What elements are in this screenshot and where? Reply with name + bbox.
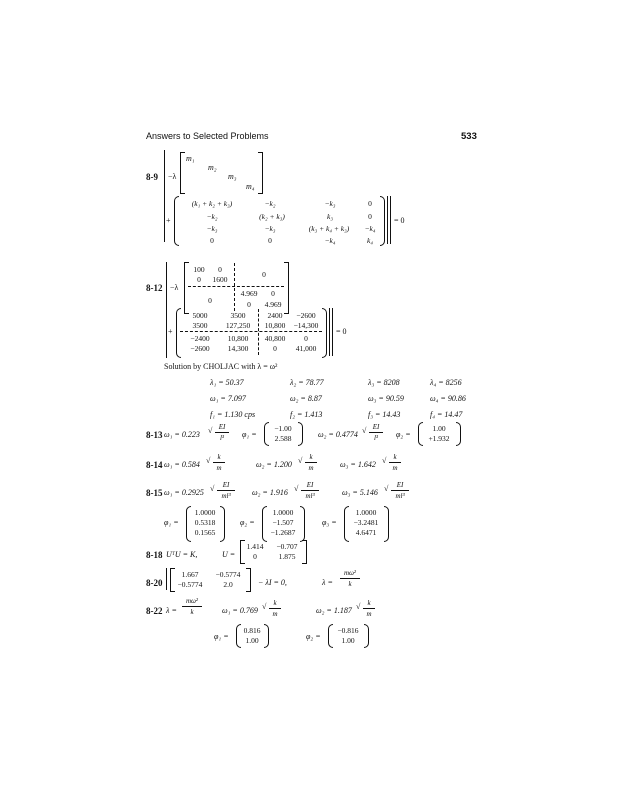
k-entry: (k₂ + k₃) [259, 212, 285, 221]
frequency-value: f₁ = 1.130 cps [210, 410, 256, 419]
equation-tail: − λI = 0, [258, 578, 287, 587]
eigenvalue: λ₄ = 8256 [430, 378, 462, 387]
sqrt-sign: √ [298, 456, 303, 465]
det-bar-right [390, 196, 391, 244]
vector-paren [456, 422, 461, 446]
m-entry: 4.969 [240, 289, 258, 298]
k-entry: −k₂ [264, 199, 276, 208]
problem-label: 8-20 [146, 578, 163, 588]
m-entry: 0 [208, 296, 212, 305]
sqrt-sign: √ [208, 426, 213, 435]
fraction [363, 599, 375, 618]
denominator: m [216, 464, 222, 472]
fraction [215, 423, 229, 442]
k-entry: −2600 [296, 311, 316, 320]
problem-label: 8-13 [146, 430, 163, 440]
vector-paren [300, 506, 305, 542]
fraction [182, 597, 202, 616]
phi-entry: −0.816 [337, 626, 359, 635]
u-label: U = [222, 550, 236, 559]
lambda-term: −λ [168, 172, 177, 181]
k-entry: 0 [273, 344, 277, 353]
omega-value: ω₁ = 7.097 [210, 394, 246, 403]
m-entry: 0 [218, 265, 222, 274]
denominator: l³ [373, 434, 379, 442]
equals-zero: = 0 [336, 327, 347, 336]
vector-paren [298, 422, 303, 446]
sqrt-sign: √ [210, 484, 215, 493]
vector-paren [384, 506, 389, 542]
phi-2-label: φ₂ = [240, 518, 255, 527]
m-entry: −0.5774 [215, 570, 241, 579]
k-entry: 14,300 [227, 344, 249, 353]
numerator: mω² [185, 597, 199, 605]
omega-value: ω₄ = 90.86 [430, 394, 466, 403]
phi-entry: 1.00 [245, 636, 259, 645]
denominator: ml³ [395, 492, 405, 500]
denominator: k [348, 580, 352, 588]
m-entry: 2.0 [223, 580, 233, 589]
phi-entry: 1.00 [341, 636, 355, 645]
u-entry: 1.875 [278, 552, 296, 561]
mass-bracket-left [180, 152, 185, 194]
frequency-value: f₂ = 1.413 [290, 410, 323, 419]
numerator: k [273, 599, 277, 607]
problem-label: 8-18 [146, 550, 163, 560]
m-entry: 0 [197, 275, 201, 284]
m-entry: 0 [271, 289, 275, 298]
sqrt-sign: √ [356, 602, 361, 611]
phi-entry: 4.6471 [355, 528, 377, 537]
numerator: k [309, 453, 313, 461]
problem-label: 8-22 [146, 606, 163, 616]
fraction [269, 599, 281, 618]
k-entry: (k₁ + k₂ + k₃) [191, 199, 233, 208]
sqrt-sign: √ [262, 602, 267, 611]
k-entry: 3500 [192, 321, 208, 330]
fraction [301, 481, 319, 500]
k-entry: −2600 [190, 344, 210, 353]
phi-1-label: φ₁ = [214, 632, 229, 641]
det-bar-right [387, 196, 388, 244]
phi-3-label: φ₃ = [322, 518, 337, 527]
mass-entry: m₃ [228, 172, 237, 181]
phi-entry: −1.507 [272, 518, 294, 527]
problem-label: 8-9 [146, 172, 158, 182]
m-entry: 100 [193, 265, 205, 274]
vector-paren [264, 624, 269, 648]
eigenvalue: λ₃ = 8208 [368, 378, 400, 387]
phi-entry: −1.2687 [270, 528, 296, 537]
equals-zero: = 0 [394, 216, 405, 225]
m-entry: −0.5774 [177, 580, 203, 589]
phi-entry: 1.00 [432, 424, 446, 433]
k-entry: 3500 [230, 311, 246, 320]
lambda-term: −λ [170, 283, 179, 292]
fraction [369, 423, 383, 442]
phi-entry: +1.932 [428, 434, 450, 443]
k-entry: 2400 [267, 311, 283, 320]
numerator: EI [372, 423, 380, 431]
omega-3: ω₃ = 1.642 [340, 460, 376, 469]
phi-1-label: φ₁ = [164, 518, 179, 527]
u-entry: −0.707 [276, 542, 298, 551]
det-bar-right [329, 308, 330, 356]
plus-sign: + [166, 216, 171, 225]
m-entry: 1600 [212, 275, 228, 284]
det-bar-left [166, 262, 167, 358]
fraction [391, 481, 409, 500]
numerator: k [217, 453, 221, 461]
det-bar-left [166, 568, 167, 590]
phi-entry: −3.2481 [353, 518, 379, 527]
stiffness-paren-right [322, 308, 327, 358]
phi-1-label: φ₁ = [242, 430, 257, 439]
omega-1: ω₁ = 0.2925 [164, 488, 204, 497]
numerator: EI [218, 423, 226, 431]
matrix-bracket [302, 540, 307, 564]
numerator: EI [306, 481, 314, 489]
k-entry: 127,250 [225, 321, 251, 330]
running-header: Answers to Selected Problems [146, 131, 269, 141]
denominator: ml³ [305, 492, 315, 500]
omega-1: ω₁ = 0.584 [164, 460, 200, 469]
k-entry: −k₃ [206, 224, 218, 233]
vector-paren [220, 506, 225, 542]
phi-entry: 0.1565 [194, 528, 216, 537]
problem-label: 8-14 [146, 460, 163, 470]
phi-2-label: φ₂ = [306, 632, 321, 641]
numerator: k [367, 599, 371, 607]
omega-2: ω₂ = 1.916 [252, 488, 288, 497]
det-bar-left [164, 150, 165, 242]
denominator: l³ [219, 434, 225, 442]
numerator: k [393, 453, 397, 461]
phi-entry: 0.5318 [194, 518, 216, 527]
sqrt-sign: √ [382, 456, 387, 465]
lambda-def: λ = [166, 606, 177, 615]
vector-paren [364, 624, 369, 648]
k-entry: 41,000 [295, 344, 317, 353]
omega-2: ω₂ = 0.4774 [318, 430, 358, 439]
u-entry: 1.414 [246, 542, 264, 551]
numerator: mω² [343, 569, 357, 577]
m-entry: 1.667 [181, 570, 199, 579]
k-entry: k₃ [327, 212, 333, 221]
denominator: m [272, 610, 278, 618]
fraction [305, 453, 317, 472]
eigenvalue: λ₁ = 50.37 [210, 378, 244, 387]
k-entry: −2400 [190, 334, 210, 343]
sqrt-sign: √ [294, 484, 299, 493]
omega-value: ω₂ = 8.87 [290, 394, 322, 403]
fraction [213, 453, 225, 472]
denominator: m [308, 464, 314, 472]
m-entry: 0 [262, 270, 266, 279]
omega-2: ω₂ = 1.187 [316, 606, 352, 615]
page-number: 533 [461, 131, 477, 142]
partition-line [188, 286, 284, 287]
mass-entry: m₄ [246, 182, 255, 191]
numerator: EI [222, 481, 230, 489]
phi-entry: 1.0000 [194, 508, 216, 517]
omega-2: ω₂ = 1.200 [256, 460, 292, 469]
stiffness-paren-right [380, 196, 385, 246]
mass-bracket-right [258, 152, 263, 194]
partition-line [180, 331, 322, 332]
sqrt-sign: √ [206, 456, 211, 465]
omega-1: ω₁ = 0.223 [164, 430, 200, 439]
eigenvalue: λ₂ = 78.77 [290, 378, 324, 387]
omega-value: ω₃ = 90.59 [368, 394, 404, 403]
denominator: k [190, 608, 194, 616]
equation: UᵀU = K, [166, 550, 198, 559]
k-entry: −k₄ [364, 224, 376, 233]
k-entry: k₄ [367, 236, 373, 245]
k-entry: −k₂ [206, 212, 218, 221]
fraction [389, 453, 401, 472]
mass-entry: m₁ [186, 154, 195, 163]
denominator: ml³ [221, 492, 231, 500]
sqrt-sign: √ [384, 484, 389, 493]
u-entry: 0 [253, 552, 257, 561]
det-bar-right [332, 308, 333, 356]
k-entry: −k₃ [324, 199, 336, 208]
phi-2-label: φ₂ = [396, 430, 411, 439]
phi-entry: 1.0000 [355, 508, 377, 517]
mass-entry: m₂ [208, 163, 217, 172]
phi-entry: 2.588 [274, 434, 292, 443]
k-entry: 10,800 [264, 321, 286, 330]
phi-entry: 0.816 [243, 626, 261, 635]
partition-line [258, 309, 259, 355]
k-entry: −k₃ [264, 224, 276, 233]
frequency-value: f₃ = 14.43 [368, 410, 401, 419]
k-entry: 0 [210, 236, 214, 245]
frequency-value: f₄ = 14.47 [430, 410, 463, 419]
k-entry: −14,300 [293, 321, 319, 330]
k-entry: 0 [304, 334, 308, 343]
omega-3: ω₃ = 5.146 [342, 488, 378, 497]
matrix-bracket [246, 568, 251, 592]
problem-label: 8-12 [146, 283, 163, 293]
omega-1: ω₁ = 0.769 [222, 606, 258, 615]
k-entry: 0 [368, 199, 372, 208]
k-entry: (k₃ + k₄ + k₃) [308, 224, 350, 233]
denominator: m [366, 610, 372, 618]
numerator: EI [396, 481, 404, 489]
solution-line: Solution by CHOLJAC with λ = ω² [164, 362, 278, 371]
plus-sign: + [168, 327, 173, 336]
fraction [217, 481, 235, 500]
problem-label: 8-15 [146, 488, 163, 498]
phi-entry: 1.0000 [272, 508, 294, 517]
sqrt-sign: √ [362, 426, 367, 435]
k-entry: 0 [368, 212, 372, 221]
k-entry: −k₄ [324, 236, 336, 245]
k-entry: 10,800 [227, 334, 249, 343]
phi-entry: −1.00 [274, 424, 292, 433]
denominator: m [392, 464, 398, 472]
k-entry: 0 [268, 236, 272, 245]
m-entry: 4.969 [264, 300, 282, 309]
stiffness-paren-left [174, 196, 179, 246]
k-entry: 5000 [192, 311, 208, 320]
fraction [340, 569, 360, 588]
partition-line [234, 263, 235, 311]
lambda-def: λ = [322, 578, 333, 587]
k-entry: 40,800 [264, 334, 286, 343]
m-entry: 0 [247, 300, 251, 309]
